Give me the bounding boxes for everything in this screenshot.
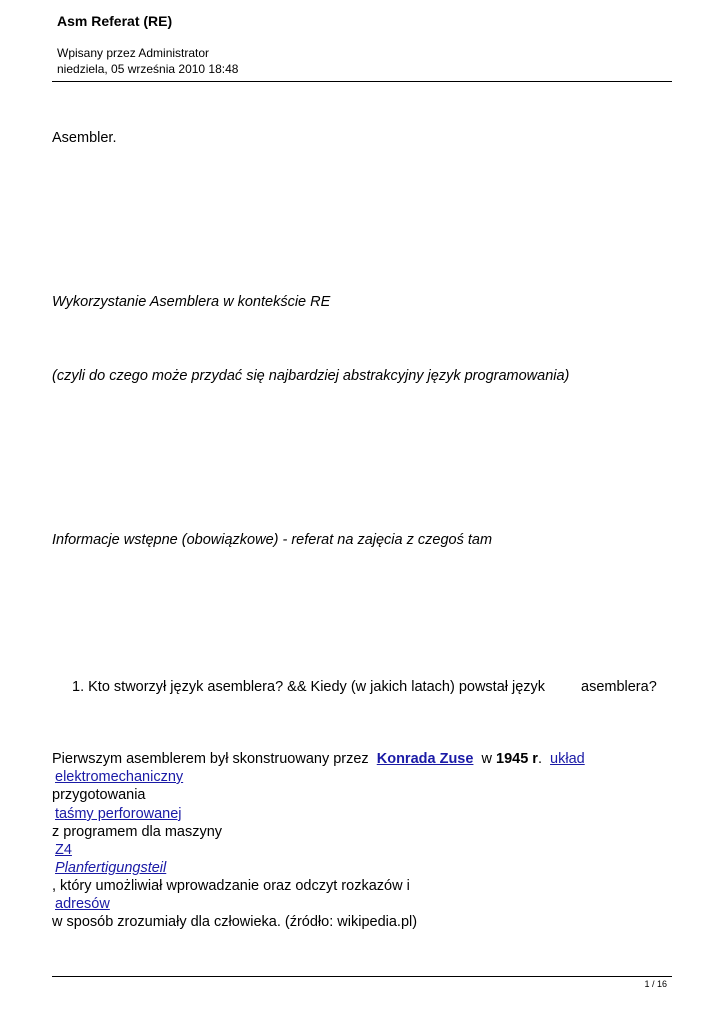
year-bold: 1945 r <box>496 751 538 767</box>
document-title: Asm Referat (RE) <box>57 13 173 29</box>
link-planfertigungsteil[interactable]: Planfertigungsteil <box>55 860 167 876</box>
link-uklad[interactable]: układ <box>550 751 585 767</box>
link-adresow[interactable]: adresów <box>55 896 110 912</box>
date-line: niedziela, 05 września 2010 18:48 <box>57 62 239 76</box>
article-heading: Asembler. <box>52 130 117 146</box>
footer-divider <box>52 976 672 977</box>
page-number: 1 / 16 <box>644 979 667 989</box>
paragraph-text: w sposób zrozumiały dla człowieka. (źródło: wikipedia.pl) <box>52 914 418 930</box>
paragraph-text: przygotowania <box>52 787 146 803</box>
link-konrada-zuse[interactable]: Konrada Zuse <box>376 751 474 767</box>
author-line: Wpisany przez Administrator <box>57 46 210 60</box>
list-question-continued: asemblera? <box>581 679 657 695</box>
list-item <box>72 678 545 696</box>
paragraph-text: Pierwszym asemblerem był skonstruowany przez <box>52 751 369 767</box>
subtitle-explanation: (czyli do czego może przydać się najbardziej abstrakcyjny język programowania) <box>52 368 570 384</box>
header-divider <box>52 81 672 82</box>
subtitle-context: Wykorzystanie Asemblera w kontekście RE <box>52 294 331 310</box>
list-question: Kto stworzył język asemblera? && Kiedy (w jakich latach) powstał język <box>88 679 546 695</box>
list-number: 1. <box>72 679 85 695</box>
link-elektromechaniczny[interactable]: elektromechaniczny <box>55 769 184 785</box>
paragraph-text: z programem dla maszyny <box>52 824 223 840</box>
link-tasmy-perforowanej[interactable]: taśmy perforowanej <box>55 806 182 822</box>
paragraph-text: . <box>537 751 542 767</box>
paragraph-line-1 <box>52 750 585 768</box>
paragraph-text: w <box>481 751 492 767</box>
subtitle-intro: Informacje wstępne (obowiązkowe) - referat na zajęcia z czegoś tam <box>52 532 493 548</box>
paragraph-text: , który umożliwiał wprowadzanie oraz odczyt rozkazów i <box>52 878 410 894</box>
link-z4[interactable]: Z4 <box>55 842 72 858</box>
